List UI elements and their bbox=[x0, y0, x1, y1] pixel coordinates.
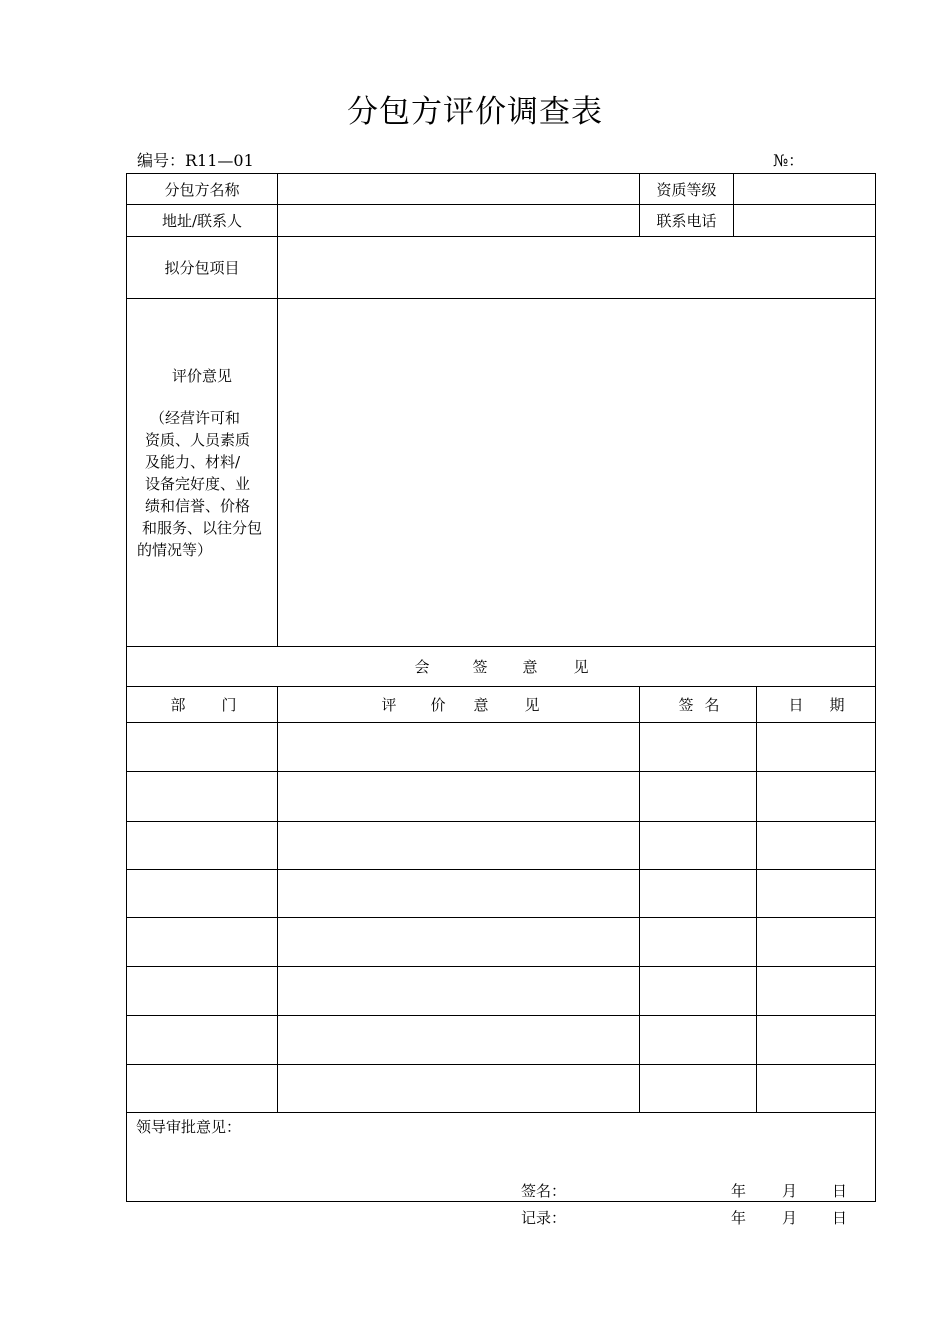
qualification-field[interactable] bbox=[734, 174, 875, 204]
record-year-label: 年 bbox=[731, 1209, 747, 1227]
form-number-label: №： bbox=[773, 151, 805, 170]
record-label: 记录： bbox=[521, 1209, 567, 1227]
subcontractor-name-field[interactable] bbox=[278, 174, 639, 204]
table-row[interactable] bbox=[127, 870, 875, 917]
table-row[interactable] bbox=[127, 1065, 875, 1112]
evaluation-title: 评价意见 bbox=[171, 366, 232, 385]
table-row[interactable] bbox=[127, 723, 875, 771]
project-label: 拟分包项目 bbox=[164, 259, 240, 277]
form-code: 编号：R11—01 bbox=[137, 151, 254, 170]
project-field[interactable] bbox=[278, 237, 875, 298]
approval-day-label: 日 bbox=[832, 1182, 848, 1200]
subcontractor-name-label: 分包方名称 bbox=[164, 180, 240, 199]
form-title: 分包方评价调查表 bbox=[347, 94, 603, 130]
table-row[interactable] bbox=[127, 1016, 875, 1064]
approval-sign-label: 签名： bbox=[521, 1182, 567, 1200]
evaluation-field[interactable] bbox=[278, 299, 875, 646]
address-contact-label: 地址/联系人 bbox=[161, 212, 243, 230]
approval-year-label: 年 bbox=[731, 1182, 747, 1200]
phone-field[interactable] bbox=[734, 205, 875, 236]
qualification-label: 资质等级 bbox=[656, 180, 717, 199]
table-row[interactable] bbox=[127, 967, 875, 1015]
table-row[interactable] bbox=[127, 822, 875, 869]
record-month-label: 月 bbox=[782, 1209, 798, 1227]
record-day-label: 日 bbox=[832, 1209, 848, 1227]
table-row[interactable] bbox=[127, 772, 875, 821]
approval-month-label: 月 bbox=[782, 1182, 798, 1200]
address-contact-field[interactable] bbox=[278, 205, 639, 236]
table-row[interactable] bbox=[127, 918, 875, 966]
phone-label: 联系电话 bbox=[656, 212, 717, 230]
approval-label: 领导审批意见： bbox=[136, 1118, 242, 1136]
